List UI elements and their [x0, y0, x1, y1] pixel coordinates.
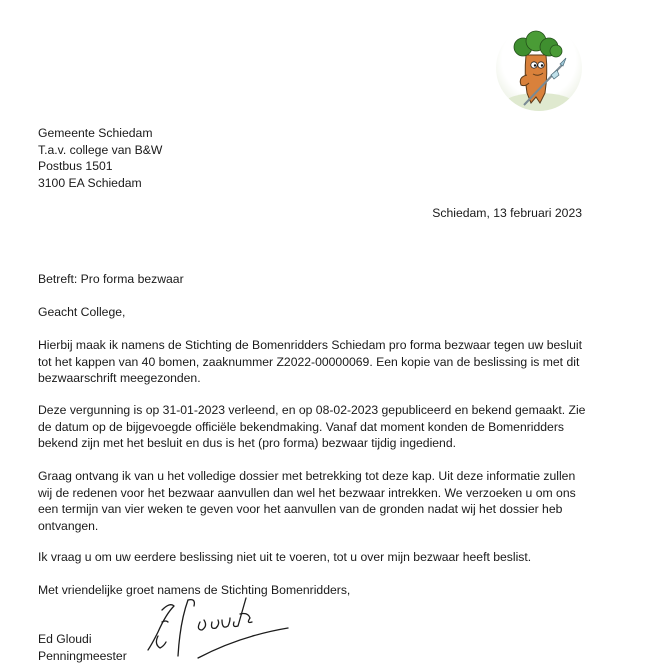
subject-line: Betreft: Pro forma bezwaar	[38, 271, 184, 288]
handwritten-signature-icon	[140, 592, 290, 661]
organization-logo	[496, 25, 582, 111]
paragraph-line: bezwaarschrift meegezonden.	[38, 370, 598, 387]
paragraph-suspension-request	[38, 549, 598, 566]
closing-line: Met vriendelijke groet namens de Stichting Bomenridders,	[38, 582, 350, 599]
paragraph-line: ontvangen.	[38, 518, 598, 535]
signer-block	[38, 631, 127, 664]
recipient-address	[38, 125, 162, 191]
signer-name: Ed Gloudi	[38, 631, 127, 648]
date-line: Schiedam, 13 februari 2023	[432, 205, 582, 222]
paragraph-line: Graag ontvang ik van u het volledige dossier met betrekking tot deze kap. Uit deze informatie zullen	[38, 468, 598, 485]
paragraph-line: bekend zijn met het besluit en dus is het (pro forma) bezwaar tijdig ingediend.	[38, 435, 598, 452]
paragraph-line: Hierbij maak ik namens de Stichting de Bomenridders Schiedam pro forma bezwaar tegen uw besluit	[38, 337, 598, 354]
paragraph-line: een termijn van vier weken te geven voor het aanvullen van de gronden nadat wij het dossier heb	[38, 501, 598, 518]
paragraph-dossier-request	[38, 468, 598, 534]
salutation: Geacht College,	[38, 304, 125, 321]
paragraph-line: wij de redenen voor het bezwaar aanvullen dan wel het bezwaar intrekken. We verzoeken u om ons	[38, 485, 598, 502]
paragraph-timeliness	[38, 402, 598, 452]
recipient-line: Gemeente Schiedam	[38, 125, 162, 142]
paragraph-line: de datum op de bijgevoegde officiële bekendmaking. Vanaf dat moment konden de Bomenridders	[38, 419, 598, 436]
paragraph-line: tot het kappen van 40 bomen, zaaknummer Z2022-00000069. Een kopie van de beslissing is met dit	[38, 354, 598, 371]
recipient-line: Postbus 1501	[38, 158, 162, 175]
paragraph-line: Ik vraag u om uw eerdere beslissing niet uit te voeren, tot u over mijn bezwaar heeft beslist.	[38, 549, 598, 566]
signer-role: Penningmeester	[38, 648, 127, 664]
paragraph-objection	[38, 337, 598, 387]
tree-knight-mascot-icon	[496, 25, 582, 111]
recipient-line: 3100 EA Schiedam	[38, 175, 162, 192]
paragraph-line: Deze vergunning is op 31-01-2023 verleend, en op 08-02-2023 gepubliceerd en bekend gemaakt. Zie	[38, 402, 598, 419]
recipient-line: T.a.v. college van B&W	[38, 142, 162, 159]
signature	[140, 592, 290, 661]
